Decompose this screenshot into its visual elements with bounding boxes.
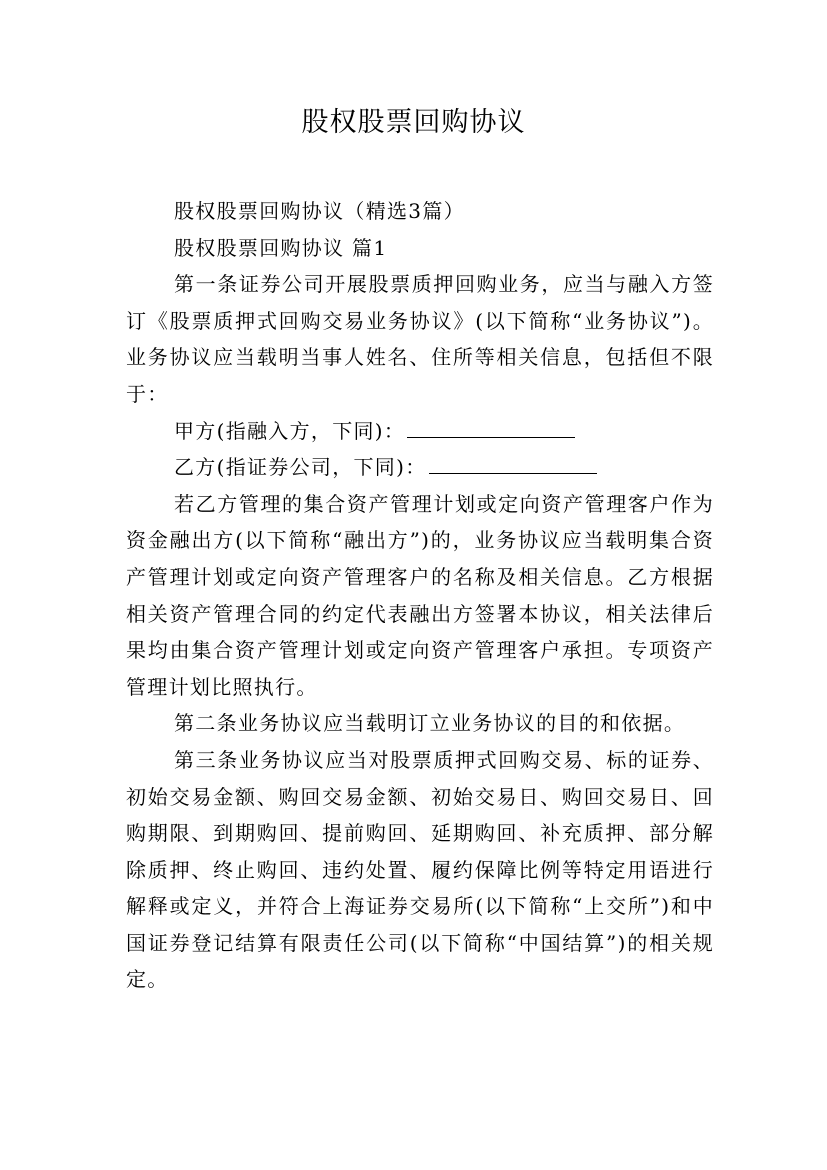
article-1: 第一条证券公司开展股票质押回购业务，应当与融入方签订《股票质押式回购交易业务协议》(以下简称“业务协议”)。业务协议应当载明当事人姓名、住所等相关信息，包括但不限于： bbox=[126, 272, 714, 406]
document-body bbox=[126, 193, 714, 998]
party-a-line bbox=[126, 413, 714, 450]
party-b-line bbox=[126, 449, 714, 486]
article-2: 第二条业务协议应当载明订立业务协议的目的和依据。 bbox=[174, 711, 686, 736]
subtitle: 股权股票回购协议（精选3篇） bbox=[174, 199, 465, 223]
document-title: 股权股票回购协议 bbox=[301, 107, 526, 138]
article-1-continued: 若乙方管理的集合资产管理计划或定向资产管理客户作为资金融出方(以下简称“融出方”)的，业务协议应当载明集合资产管理计划或定向资产管理客户的名称及相关信息。乙方根据相关资产管理合同的约定代表融出方签署本协议，相关法律后果均由集合资产管理计划或定向资产管理客户承担。专项资产管理计划比照执行。 bbox=[126, 491, 714, 699]
party-a-label: 甲方(指融入方，下同)： bbox=[174, 418, 406, 443]
party-b-label: 乙方(指证券公司，下同)： bbox=[174, 455, 427, 480]
party-b-blank bbox=[429, 472, 597, 474]
section-heading: 股权股票回购协议 篇1 bbox=[174, 235, 388, 260]
article-3: 第三条业务协议应当对股票质押式回购交易、标的证券、初始交易金额、购回交易金额、初始交易日、购回交易日、回购期限、到期购回、提前购回、延期购回、补充质押、部分解除质押、终止购回、违约处置、履约保障比例等特定用语进行解释或定义，并符合上海证券交易所(以下简称“上交所”)和中国证券登记结算有限责任公司(以下简称“中国结算”)的相关规定。 bbox=[126, 747, 714, 992]
party-a-blank bbox=[407, 436, 575, 438]
